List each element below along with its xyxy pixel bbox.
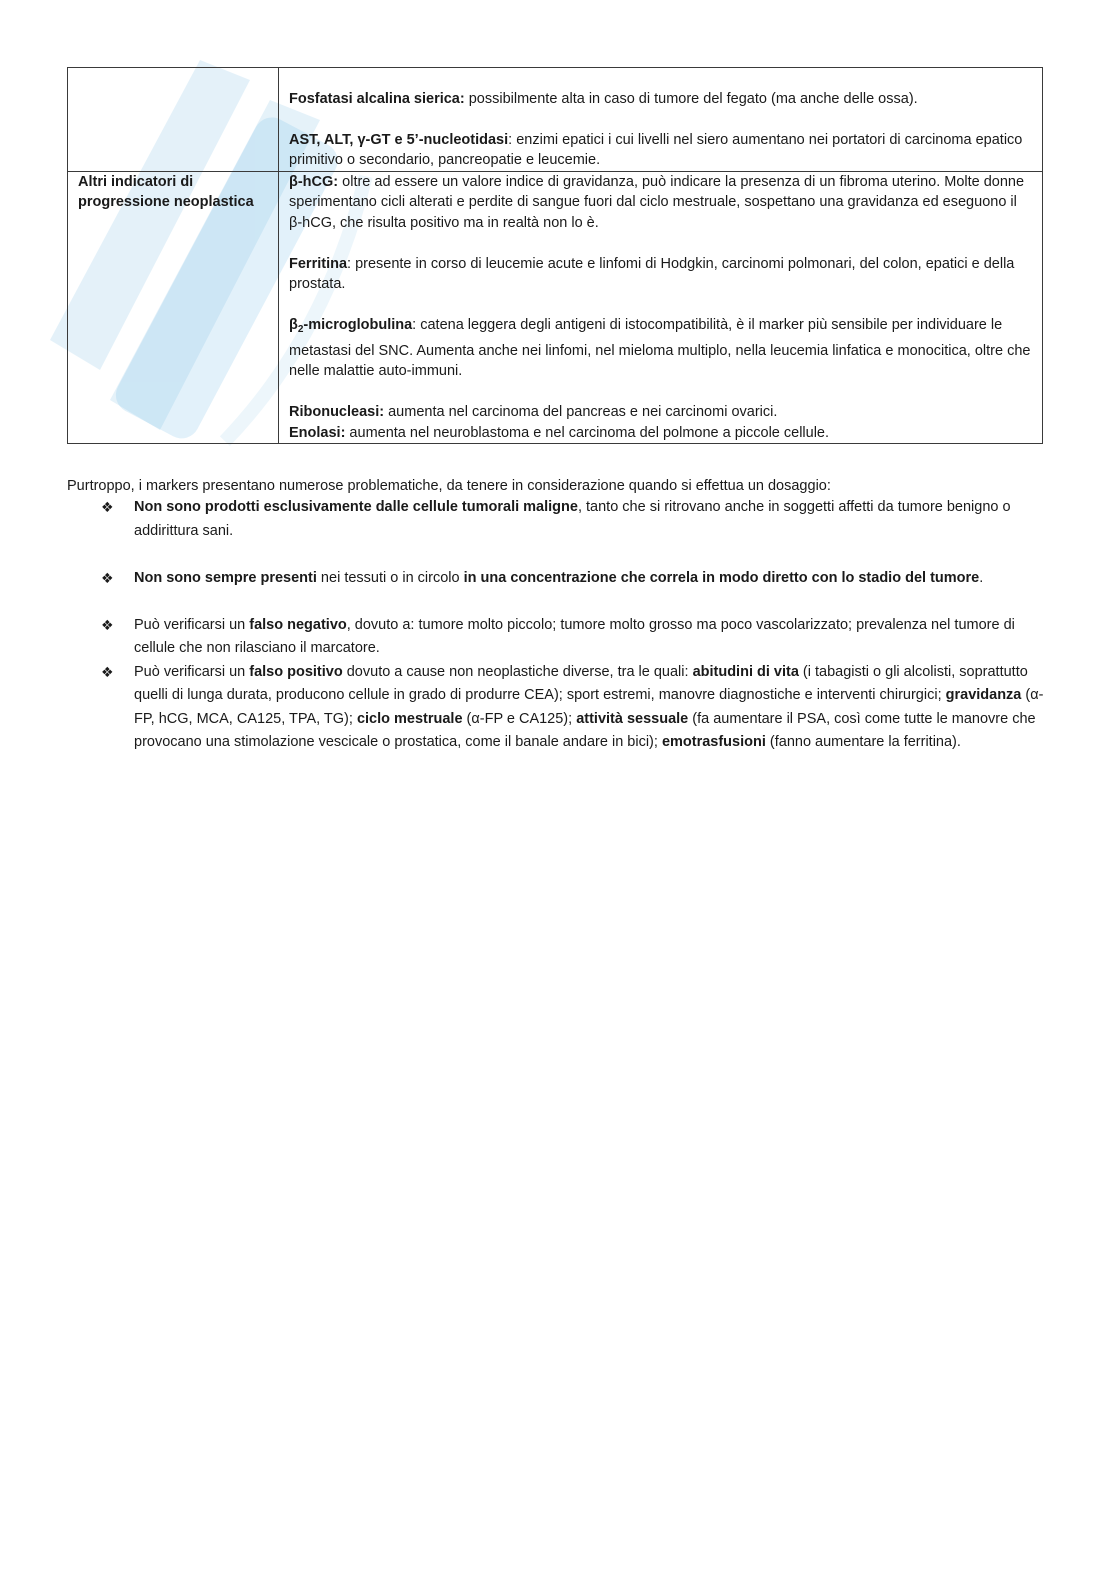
marker-paragraph [289, 254, 1032, 295]
table-row [68, 171, 1043, 444]
issue-bold-text: in una concentrazione che correla in modo diretto con lo stadio del tumore [463, 569, 980, 586]
markers-table [67, 67, 1043, 444]
diamond-bullet-icon: ❖ [101, 569, 114, 586]
marker-paragraph [289, 315, 1032, 382]
marker-term: β-hCG: [289, 173, 339, 190]
marker-paragraph [289, 423, 1032, 444]
diamond-bullet-icon: ❖ [101, 663, 114, 680]
issue-bold-text: falso negativo [249, 616, 347, 633]
issue-bold-text: emotrasfusioni [661, 734, 766, 750]
marker-text: aumenta nel carcinoma del pancreas e nei carcinomi ovarici. [384, 404, 778, 420]
issues-list [67, 496, 1047, 755]
marker-paragraph [289, 89, 1032, 110]
marker-text: : presente in corso di leucemie acute e linfomi di Hodgkin, carcinomi polmonari, del colon, epatici e della prostata. [289, 255, 1015, 292]
issue-bold-text: Non sono prodotti esclusivamente dalle cellule tumorali maligne [134, 499, 578, 515]
marker-text: oltre ad essere un valore indice di gravidanza, può indicare la presenza di un fibroma uterino. Molte donne sperimentano cicli alterati e perdite di sangue fuori dal ciclo mestruale, sospettano una gravidanza ed eseguono il β-hCG, che risulta positivo ma in realtà non lo è. [289, 173, 1025, 231]
list-item [67, 661, 1047, 755]
marker-text: aumenta nel neuroblastoma e nel carcinoma del polmone a piccole cellule. [345, 424, 830, 441]
list-item [67, 567, 1047, 591]
marker-text: possibilmente alta in caso di tumore del fegato (ma anche delle ossa). [464, 90, 918, 107]
issue-text: . [979, 569, 984, 586]
issue-bold-text: falso positivo [249, 663, 343, 680]
row-content [279, 171, 1043, 444]
marker-paragraph [289, 130, 1032, 171]
issue-text: , tanto che si ritrovano anche in soggetti affetti da tumore benigno o addirittura sani. [134, 499, 1011, 539]
issue-text: , dovuto a: tumore molto piccolo; tumore molto grosso ma poco vascolarizzato; prevalenza nel tumore di cellule che non rilasciano il marcatore. [134, 616, 1015, 656]
row-label [68, 68, 279, 172]
issue-text: nei tessuti o in circolo [316, 569, 464, 586]
marker-text: : enzimi epatici i cui livelli nel siero aumentano nei portatori di carcinoma epatico primitivo o secondario, pancreopatie e leucemie. [289, 131, 1023, 168]
marker-term: Enolasi: [289, 424, 346, 441]
issue-text: (fa aumentare il PSA, così come tutte le manovre che provocano una stimolazione vescicale o prostatica, come il banale andare in bici); [134, 710, 1036, 750]
marker-term: Fosfatasi alcalina sierica: [289, 90, 465, 107]
issue-text: (fanno aumentare la ferritina). [765, 734, 961, 750]
issue-bold-text: ciclo mestruale [356, 710, 463, 727]
list-item [67, 614, 1047, 661]
marker-text: : catena leggera degli antigeni di istocompatibilità, è il marker più sensibile per individuare le metastasi del SNC. Aumenta anche nei linfomi, nel mieloma multiplo, nella leucemia linfatica e monocitica, oltre che nelle malattie auto-immuni. [289, 317, 1031, 379]
table-row [68, 68, 1043, 172]
marker-paragraph [289, 172, 1032, 234]
row-label: Altri indicatori di progressione neoplastica [68, 171, 279, 444]
marker-term: Ribonucleasi: [289, 404, 385, 420]
marker-term-prefix: β [289, 317, 298, 333]
row-content [279, 68, 1043, 172]
issue-text: (α-FP, hCG, MCA, CA125, TPA, TG); [134, 687, 1044, 727]
issue-text: Può verificarsi un [134, 616, 250, 633]
issue-bold-text: Non sono sempre presenti [134, 569, 317, 586]
issue-bold-text: attività sessuale [576, 710, 689, 727]
issue-text: (i tabagisti o gli alcolisti, soprattutto quelli di lunga durata, producono cellule in grado di produrre CEA); sport estremi, manovre diagnostiche e interventi chirurgici; [134, 663, 1028, 703]
issue-bold-text: gravidanza [945, 687, 1022, 703]
marker-paragraph [289, 402, 1032, 423]
issue-text: dovuto a cause non neoplastiche diverse, tra le quali: [342, 663, 693, 680]
list-item [67, 496, 1047, 543]
diamond-bullet-icon: ❖ [101, 616, 114, 633]
issue-text: Può verificarsi un [134, 663, 250, 680]
issue-bold-text: abitudini di vita [692, 663, 799, 680]
marker-term: AST, ALT, γ-GT e 5’-nucleotidasi [289, 131, 509, 148]
marker-term: -microglobulina [303, 317, 413, 333]
marker-term: Ferritina [289, 255, 348, 272]
intro-paragraph: Purtroppo, i markers presentano numerose problematiche, da tenere in considerazione quando si effettua un dosaggio: [67, 477, 831, 494]
issue-text: (α-FP e CA125); [462, 710, 577, 727]
diamond-bullet-icon: ❖ [101, 499, 114, 515]
marker-term-subscript: 2 [297, 324, 304, 335]
